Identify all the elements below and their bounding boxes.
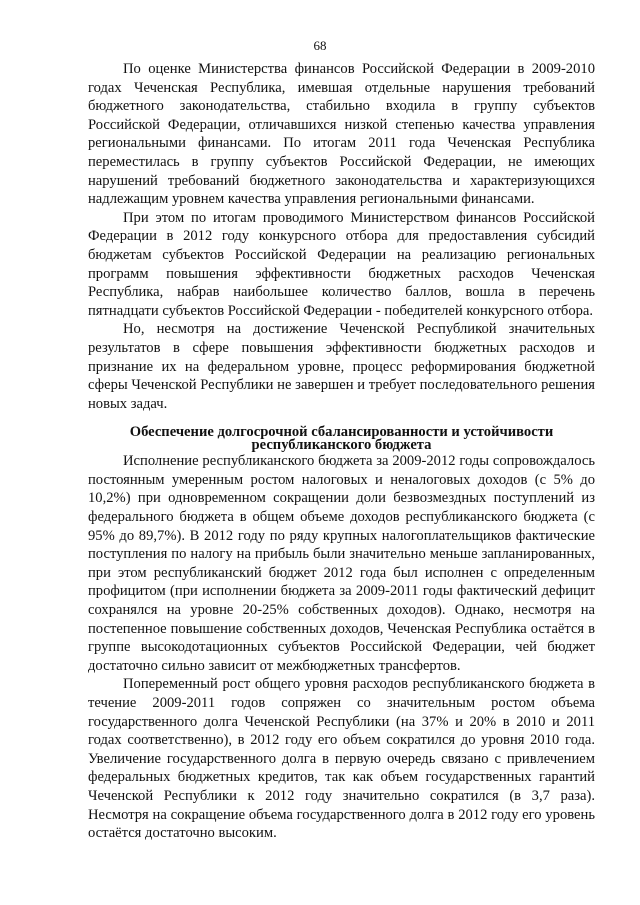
paragraph-ministry-assessment: По оценке Министерства финансов Российской Федерации в 2009-2010 годах Чеченская Республика, имевшая отдельные нарушения требований бюджетного законодательства, стабильно входила в группу субъектов Российской Федерации, отличавшихся низкой степенью качества управления региональными финансами. По итогам 2011 года Чеченская Республика переместилась в группу субъектов Российской Федерации, не имеющих нарушений требований бюджетного законодательства и характеризующихся надлежащим уровнем качества управления региональными финансами. bbox=[88, 61, 595, 208]
section-heading bbox=[88, 426, 595, 452]
paragraph-state-debt: Попеременный рост общего уровня расходов республиканского бюджета в течение 2009-2011 годов сопряжен со значительным ростом объема государственного долга Чеченской Республики (на 37% и 20% в 2010 и 2011 годах соответственно), в 2012 году его объем сократился до уровня 2010 года. Увеличение государственного долга в первую очередь связано с привлечением федеральных бюджетных кредитов, так как объем государственных гарантий Чеченской Республики к 2012 году значительно сократился (в 3,7 раза). Несмотря на сокращение объема государственного долга в 2012 году его уровень остаётся достаточно высоким. bbox=[88, 676, 595, 842]
paragraph-budget-execution: Исполнение республиканского бюджета за 2009-2012 годы сопровождалось постоянным умеренным ростом налоговых и неналоговых доходов (с 5% до 10,2%) при одновременном сокращении доли безвозмездных поступлений из федерального бюджета в общем объеме доходов республиканского бюджета (с 95% до 89,7%). В 2012 году по ряду крупных налогоплательщиков фактические поступления по налогу на прибыль были значительно меньше запланированных, при этом республиканский бюджет 2012 года был исполнен с определенным профицитом (при исполнении бюджета за 2009-2011 годы фактический дефицит сохранялся на уровне 20-25% собственных доходов). Однако, несмотря на постепенное повышение собственных доходов, Чеченская Республика остаётся в группе высокодотационных субъектов Российской Федерации, чей бюджет достаточно сильно зависит от межбюджетных трансфертов. bbox=[88, 453, 595, 674]
page-number: 68 bbox=[313, 38, 327, 53]
paragraph-competition-results: При этом по итогам проводимого Министерством финансов Российской Федерации в 2012 году конкурсного отбора для предоставления субсидий бюджетам субъектов Российской Федерации на реализацию региональных программ повышения эффективности бюджетных расходов Чеченская Республика, набрав наибольшее количество баллов, вошла в перечень пятнадцати субъектов Российской Федерации - победителей конкурсного отбора. bbox=[88, 209, 595, 319]
section-heading-line-1: Обеспечение долгосрочной сбалансированности и устойчивости bbox=[129, 424, 554, 441]
section-heading-line-2: республиканского бюджета bbox=[251, 437, 432, 454]
paragraph-reform-status: Но, несмотря на достижение Чеченской Республикой значительных результатов в сфере повышения эффективности бюджетных расходов и признание их на федеральном уровне, процесс реформирования бюджетной сферы Чеченской Республики не завершен и требует последовательного решения новых задач. bbox=[88, 321, 595, 412]
document-body bbox=[88, 60, 595, 843]
